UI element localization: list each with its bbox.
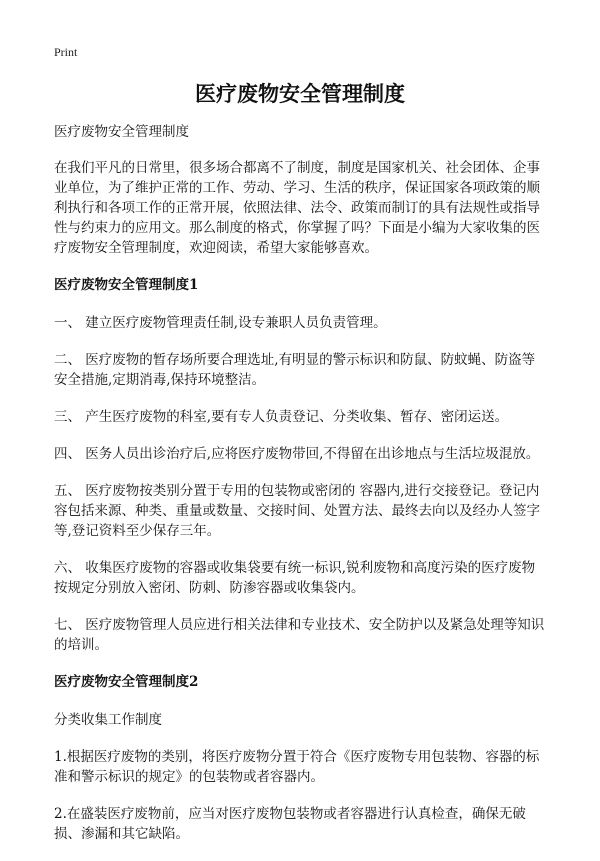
- section-1-paragraph-4: 四、 医务人员出诊治疗后,应将医疗废物带回,不得留在出诊地点与生活垃圾混放。: [54, 446, 540, 462]
- section-1-paragraph-2: 二、 医疗废物的暂存场所要合理选址,有明显的警示标识和防鼠、防蚊蝇、防盗等安全措施,定期消毒,保持环境整洁。: [54, 352, 536, 388]
- article-body: [54, 122, 548, 861]
- section-heading-2: 医疗废物安全管理制度2: [54, 674, 199, 690]
- page-title: 医疗废物安全管理制度: [195, 81, 405, 106]
- section-2-paragraph-2: 1.根据医疗废物的类别，将医疗废物分置于符合《医疗废物专用包装物、容器的标准和警示标识的规定》的包装物或者容器内。: [54, 749, 540, 785]
- article-subtitle: 医疗废物安全管理制度: [54, 124, 189, 140]
- print-link[interactable]: Print: [54, 45, 78, 59]
- section-1-paragraph-7: 七、 医疗废物管理人员应进行相关法律和专业技术、安全防护以及紧急处理等知识的培训。: [54, 617, 545, 653]
- intro-paragraph: 在我们平凡的日常里，很多场合都离不了制度，制度是国家机关、社会团体、企事业单位，为了维护正常的工作、劳动、学习、生活的秩序，保证国家各项政策的顺利执行和各项工作的正常开展，依照法律、法令、政策而制订的具有法规性或指导性与约束力的应用文。那么制度的格式，你掌握了吗？下面是小编为大家收集的医疗废物安全管理制度，欢迎阅读，希望大家能够喜欢。: [54, 160, 540, 256]
- section-heading-1: 医疗废物安全管理制度1: [54, 277, 199, 293]
- section-1-paragraph-1: 一、 建立医疗废物管理责任制,设专兼职人员负责管理。: [54, 315, 387, 331]
- section-2-paragraph-3: 2.在盛装医疗废物前，应当对医疗废物包装物或者容器进行认真检查，确保无破损、渗漏和其它缺陷。: [54, 806, 526, 842]
- section-1-paragraph-6: 六、 收集医疗废物的容器或收集袋要有统一标识,锐利废物和高度污染的医疗废物按规定分别放入密闭、防刺、防渗容器或收集袋内。: [54, 560, 536, 596]
- section-1-paragraph-5: 五、 医疗废物按类别分置于专用的包装物或密闭的 容器内,进行交接登记。登记内容包括来源、种类、重量或数量、交接时间、处置方法、最终去向以及经办人签字等,登记资料至少保存三年。: [54, 483, 540, 539]
- section-2-paragraph-1: 分类收集工作制度: [54, 712, 162, 728]
- section-1-paragraph-3: 三、 产生医疗废物的科室,要有专人负责登记、分类收集、暂存、密闭运送。: [54, 409, 509, 425]
